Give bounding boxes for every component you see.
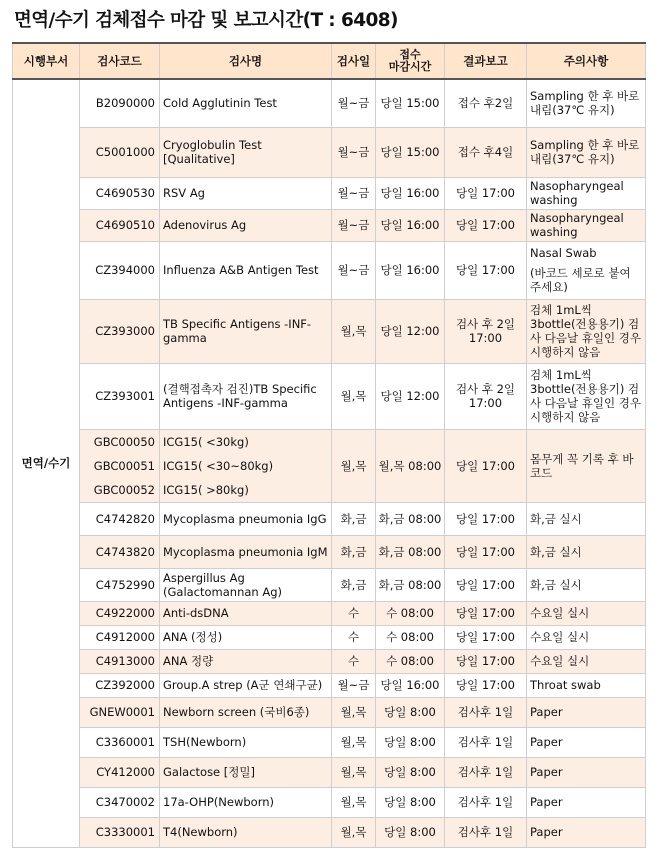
test-name: Mycoplasma pneumonia IgM	[160, 535, 332, 568]
deadline: 월,목 08:00	[376, 429, 445, 502]
test-code: B2090000	[80, 79, 160, 127]
test-day: 월,목	[332, 299, 376, 363]
note: Paper	[527, 817, 646, 847]
note: 화,금 실시	[527, 535, 646, 568]
test-code: C4752990	[80, 568, 160, 601]
test-day: 월~금	[332, 79, 376, 127]
test-day: 월~금	[332, 209, 376, 241]
test-day: 수	[332, 625, 376, 649]
table-row	[13, 568, 646, 601]
test-day: 월,목	[332, 817, 376, 847]
report-time: 당일 17:00	[445, 241, 527, 299]
deadline: 수 08:00	[376, 649, 445, 673]
test-code: C4922000	[80, 601, 160, 625]
test-name: ANA (정성)	[160, 625, 332, 649]
header-deadline	[376, 43, 445, 79]
test-day: 월~금	[332, 673, 376, 697]
test-code: GNEW0001	[80, 697, 160, 727]
test-code: C4690530	[80, 177, 160, 209]
table-row	[13, 429, 646, 502]
header-report: 결과보고	[445, 43, 527, 79]
test-code: GBC00050	[93, 434, 155, 449]
report-time: 당일 17:00	[445, 209, 527, 241]
note: 화,금 실시	[527, 568, 646, 601]
note: Paper	[527, 697, 646, 727]
note: Paper	[527, 787, 646, 817]
test-day: 화,금	[332, 502, 376, 535]
test-name: 17a-OHP(Newborn)	[160, 787, 332, 817]
deadline: 수 08:00	[376, 601, 445, 625]
note: Sampling 한 후 바로 내림(37℃ 유지)	[527, 127, 646, 177]
test-code: CZ394000	[80, 241, 160, 299]
report-time: 검사후 1일	[445, 757, 527, 787]
test-code: C4912000	[80, 625, 160, 649]
test-day: 월,목	[332, 697, 376, 727]
test-code: C3330001	[80, 817, 160, 847]
table-row	[13, 363, 646, 429]
report-time: 당일 17:00	[445, 601, 527, 625]
test-day: 월~금	[332, 127, 376, 177]
deadline: 당일 12:00	[376, 363, 445, 429]
test-name-group	[160, 429, 332, 502]
test-name: ICG15( <30kg)	[163, 434, 249, 449]
header-row	[13, 43, 646, 79]
table-row	[13, 502, 646, 535]
deadline: 당일 8:00	[376, 787, 445, 817]
report-time: 당일 17:00	[445, 649, 527, 673]
deadline: 당일 15:00	[376, 127, 445, 177]
deadline: 당일 15:00	[376, 79, 445, 127]
report-time: 당일 17:00	[445, 429, 527, 502]
report-time: 접수 후4일	[445, 127, 527, 177]
note: Throat swab	[527, 673, 646, 697]
test-name: (결핵접촉자 검진)TB Specific Antigens -INF-gamma	[160, 363, 332, 429]
test-day: 월,목	[332, 787, 376, 817]
note: 수요일 실시	[527, 649, 646, 673]
test-day: 화,금	[332, 568, 376, 601]
test-name: Cold Agglutinin Test	[160, 79, 332, 127]
header-note: 주의사항	[527, 43, 646, 79]
test-name: Mycoplasma pneumonia IgG	[160, 502, 332, 535]
test-day: 수	[332, 601, 376, 625]
test-name: Newborn screen (국비6종)	[160, 697, 332, 727]
report-time: 검사후 1일	[445, 727, 527, 757]
test-name: Group.A strep (A군 연쇄구균)	[160, 673, 332, 697]
table-row	[13, 601, 646, 625]
report-time: 당일 17:00	[445, 568, 527, 601]
report-time: 당일 17:00	[445, 673, 527, 697]
deadline: 화,금 08:00	[376, 535, 445, 568]
report-time: 검사후 1일	[445, 817, 527, 847]
test-name: Aspergillus Ag (Galactomannan Ag)	[160, 568, 332, 601]
note: Paper	[527, 727, 646, 757]
test-name: T4(Newborn)	[160, 817, 332, 847]
note: Sampling 한 후 바로 내림(37℃ 유지)	[527, 79, 646, 127]
test-code: C4690510	[80, 209, 160, 241]
test-code: CZ393000	[80, 299, 160, 363]
test-code: C5001000	[80, 127, 160, 177]
test-day: 월~금	[332, 241, 376, 299]
test-day: 월,목	[332, 363, 376, 429]
note: 몸무게 꼭 기록 후 바 코드	[527, 429, 646, 502]
deadline: 당일 16:00	[376, 241, 445, 299]
test-day: 월,목	[332, 429, 376, 502]
test-name: Galactose [정밀]	[160, 757, 332, 787]
test-name: Anti-dsDNA	[160, 601, 332, 625]
test-name: Cryoglobulin Test [Qualitative]	[160, 127, 332, 177]
table-row	[13, 727, 646, 757]
deadline: 당일 8:00	[376, 697, 445, 727]
note: 화,금 실시	[527, 502, 646, 535]
note-line: (바코드 세로로 붙여 주세요)	[530, 266, 631, 294]
header-deadline-line2: 마감시간	[388, 60, 432, 73]
note: Nasopharyngeal washing	[527, 209, 646, 241]
deadline: 당일 16:00	[376, 177, 445, 209]
header-name: 검사명	[160, 43, 332, 79]
note-line: Nasal Swab	[530, 246, 597, 260]
note: 수요일 실시	[527, 601, 646, 625]
test-day: 화,금	[332, 535, 376, 568]
test-name: TSH(Newborn)	[160, 727, 332, 757]
deadline: 당일 16:00	[376, 673, 445, 697]
header-code: 검사코드	[80, 43, 160, 79]
report-time: 검사 후 2일 17:00	[445, 299, 527, 363]
note	[527, 241, 646, 299]
table-row	[13, 649, 646, 673]
table-row	[13, 79, 646, 127]
table-row	[13, 177, 646, 209]
note: Paper	[527, 757, 646, 787]
test-day: 월~금	[332, 177, 376, 209]
report-time: 당일 17:00	[445, 535, 527, 568]
report-time: 검사후 1일	[445, 697, 527, 727]
page-title: 면역/수기 검체접수 마감 및 보고시간(T : 6408)	[14, 10, 398, 31]
test-name: ANA 정량	[160, 649, 332, 673]
test-code: GBC00051	[93, 458, 155, 473]
table-row	[13, 241, 646, 299]
note: 수요일 실시	[527, 625, 646, 649]
deadline: 화,금 08:00	[376, 502, 445, 535]
table-row	[13, 817, 646, 847]
test-code: CZ392000	[80, 673, 160, 697]
deadline: 당일 8:00	[376, 757, 445, 787]
test-code: GBC00052	[93, 482, 155, 497]
report-time: 접수 후2일	[445, 79, 527, 127]
deadline: 당일 16:00	[376, 209, 445, 241]
header-deadline-line1: 접수	[399, 48, 421, 61]
test-code: C4743820	[80, 535, 160, 568]
report-time: 당일 17:00	[445, 625, 527, 649]
note: 검체 1mL씩 3bottle(전용용기) 검사 다음날 휴일인 경우 시행하지 않음	[527, 299, 646, 363]
schedule-table	[12, 42, 646, 848]
test-day: 수	[332, 649, 376, 673]
test-code: C4742820	[80, 502, 160, 535]
report-time: 검사 후 2일 17:00	[445, 363, 527, 429]
table-row	[13, 673, 646, 697]
table-row	[13, 209, 646, 241]
table-row	[13, 127, 646, 177]
table-row	[13, 535, 646, 568]
test-code-group	[80, 429, 160, 502]
note: 검체 1mL씩 3bottle(전용용기) 검사 다음날 휴일인 경우 시행하지 않음	[527, 363, 646, 429]
test-name: ICG15( >80kg)	[163, 482, 249, 497]
test-code: CY412000	[80, 757, 160, 787]
table-row	[13, 299, 646, 363]
deadline: 당일 12:00	[376, 299, 445, 363]
report-time: 검사후 1일	[445, 787, 527, 817]
dept-cell: 면역/수기	[13, 79, 80, 847]
test-code: C3360001	[80, 727, 160, 757]
test-code: C4913000	[80, 649, 160, 673]
note: Nasopharyngeal washing	[527, 177, 646, 209]
deadline: 당일 8:00	[376, 817, 445, 847]
test-name: RSV Ag	[160, 177, 332, 209]
test-code: C3470002	[80, 787, 160, 817]
test-name: TB Specific Antigens -INF-gamma	[160, 299, 332, 363]
test-day: 월,목	[332, 727, 376, 757]
header-day: 검사일	[332, 43, 376, 79]
table-row	[13, 757, 646, 787]
report-time: 당일 17:00	[445, 502, 527, 535]
test-name: Influenza A&B Antigen Test	[160, 241, 332, 299]
deadline: 수 08:00	[376, 625, 445, 649]
test-name: Adenovirus Ag	[160, 209, 332, 241]
test-code: CZ393001	[80, 363, 160, 429]
deadline: 당일 8:00	[376, 727, 445, 757]
table-row	[13, 787, 646, 817]
deadline: 화,금 08:00	[376, 568, 445, 601]
table-row	[13, 697, 646, 727]
header-dept: 시행부서	[13, 43, 80, 79]
report-time: 당일 17:00	[445, 177, 527, 209]
test-day: 월,목	[332, 757, 376, 787]
test-name: ICG15( <30~80kg)	[163, 458, 274, 473]
table-row	[13, 625, 646, 649]
